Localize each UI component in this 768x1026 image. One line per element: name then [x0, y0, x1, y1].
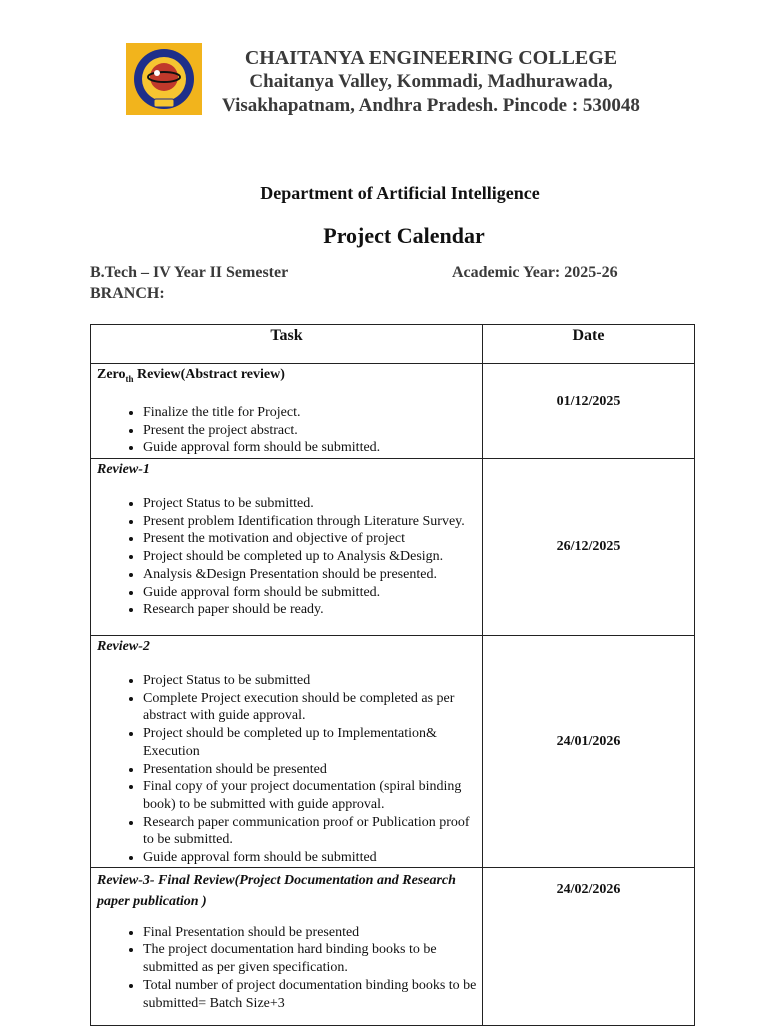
- program-label: B.Tech – IV Year II Semester: [90, 264, 289, 281]
- review-title: Review-1: [97, 462, 150, 477]
- task-cell: [91, 867, 483, 1025]
- list-item: • The project documentation hard binding books to be submitted as per given specification.: [143, 941, 482, 976]
- table-row: [91, 364, 695, 459]
- date-cell: 24/02/2026: [483, 867, 695, 1025]
- list-item: • Project should be completed up to Analysis &Design.: [143, 548, 482, 566]
- task-list: [91, 672, 482, 867]
- list-item: • Research paper communication proof or Publication proof to be submitted.: [143, 814, 482, 849]
- list-item: • Presentation should be presented: [143, 761, 482, 779]
- list-item: • Present the project abstract.: [143, 422, 482, 440]
- review-title: Zero$_{th}$ Review(Abstract review): [97, 367, 285, 384]
- document-title: Project Calendar: [323, 223, 485, 248]
- table-row: [91, 867, 695, 1025]
- list-item: • Present problem Identification through Literature Survey.: [143, 513, 482, 531]
- list-item: • Research paper should be ready.: [143, 601, 482, 619]
- list-item: • Analysis &Design Presentation should be presented.: [143, 566, 482, 584]
- list-item: • Guide approval form should be submitted.: [143, 584, 482, 602]
- list-item: • Project should be completed up to Implementation& Execution: [143, 725, 482, 760]
- task-list: [91, 924, 482, 1013]
- table-header-row: [91, 325, 695, 364]
- list-item: • Finalize the title for Project.: [143, 404, 482, 422]
- college-address-line1: Chaitanya Valley, Kommadi, Madhurawada,: [249, 71, 613, 92]
- list-item: • Final Presentation should be presented: [143, 924, 482, 942]
- review-title: Review-3- Final Review(Project Documentation and Research paper publication ): [97, 872, 456, 909]
- project-calendar-table: [90, 324, 695, 1026]
- review-title: Review-2: [97, 639, 150, 654]
- list-item: • Total number of project documentation binding books to be submitted= Batch Size+3: [143, 977, 482, 1012]
- list-item: • Project Status to be submitted.: [143, 495, 482, 513]
- date-cell: 01/12/2025: [483, 364, 695, 459]
- college-name: CHAITANYA ENGINEERING COLLEGE: [244, 47, 618, 69]
- task-list: [91, 495, 482, 619]
- task-cell: [91, 364, 483, 459]
- date-cell: 26/12/2025: [483, 459, 695, 636]
- list-item: • Final copy of your project documentation (spiral binding book) to be submitted with guide approval.: [143, 778, 482, 813]
- college-logo: [126, 43, 202, 115]
- date-column-header: Date: [483, 325, 695, 364]
- list-item: • Guide approval form should be submitted.: [143, 439, 482, 457]
- date-cell: 24/01/2026: [483, 636, 695, 868]
- list-item: • Guide approval form should be submitted: [143, 849, 482, 867]
- table-row: [91, 459, 695, 636]
- list-item: • Complete Project execution should be completed as per abstract with guide approval.: [143, 690, 482, 725]
- academic-year-label: Academic Year: 2025-26: [452, 264, 618, 281]
- task-column-header: Task: [91, 325, 483, 364]
- branch-label: BRANCH:: [90, 285, 165, 302]
- task-cell: [91, 636, 483, 868]
- table-row: [91, 636, 695, 868]
- task-cell: [91, 459, 483, 636]
- department-title: Department of Artificial Intelligence: [260, 183, 540, 203]
- college-seal-icon: [132, 47, 196, 111]
- college-address-line2: Visakhapatnam, Andhra Pradesh. Pincode : 530048: [222, 95, 640, 116]
- task-list: [91, 404, 482, 457]
- list-item: • Project Status to be submitted: [143, 672, 482, 690]
- list-item: • Present the motivation and objective of project: [143, 530, 482, 548]
- college-header: [206, 46, 656, 118]
